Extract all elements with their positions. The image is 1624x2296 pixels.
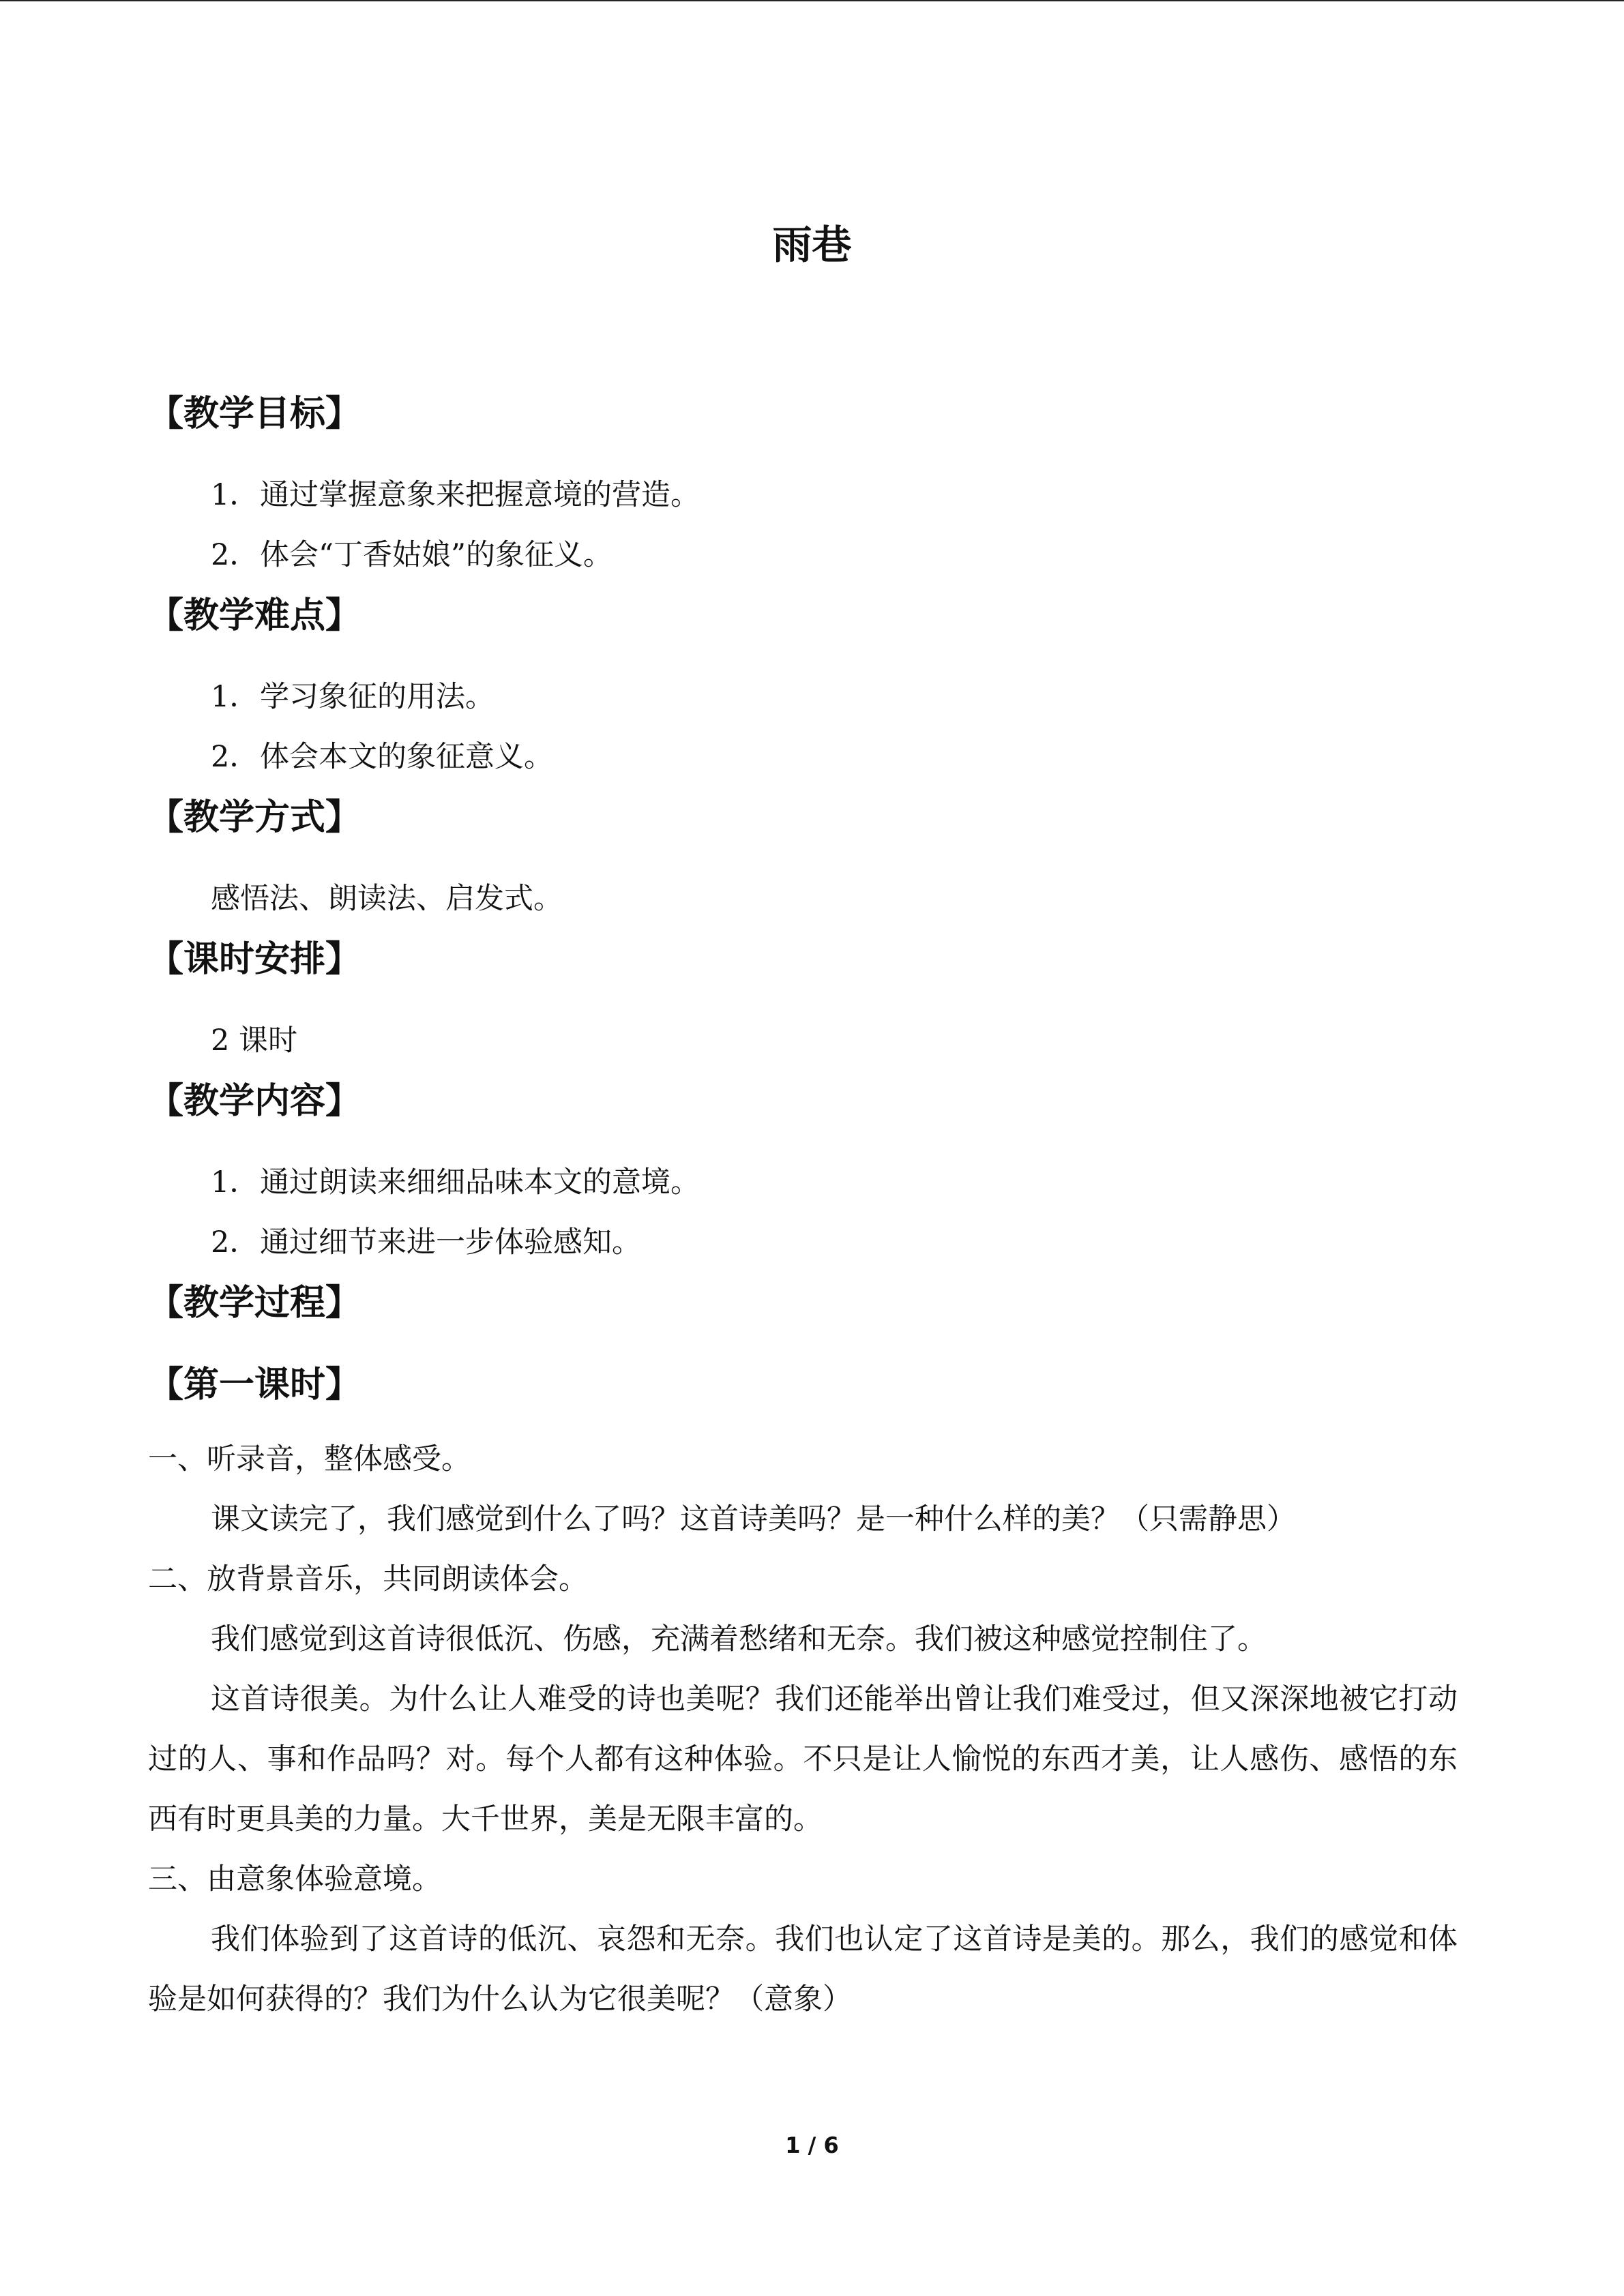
section-heading-process: 【教学过程】: [148, 1283, 361, 1324]
list-item: [148, 525, 1458, 585]
schedule-text: 2 课时: [211, 1024, 298, 1058]
page-number: 1 / 6: [785, 2132, 839, 2158]
section-heading-lesson1: 【第一课时】: [148, 1365, 361, 1405]
list-item-text: 学习象征的用法。: [260, 680, 494, 714]
section-heading-methods: 【教学方式】: [148, 797, 361, 838]
list-item: [148, 667, 1458, 727]
paragraph: 我们体验到了这首诗的低沉、哀怨和无奈。我们也认定了这首诗是美的。那么，我们的感觉和体验是如何获得的？我们为什么认为它很美呢？（意象）: [148, 1922, 1458, 2016]
list-item-text: 通过细节来进一步体验感知。: [260, 1225, 641, 1259]
methods-text: 感悟法、朗读法、启发式。: [211, 882, 563, 916]
step-heading-2: 二、放背景音乐，共同朗读体会。: [148, 1562, 588, 1596]
list-item-text: 体会本文的象征意义。: [260, 740, 553, 774]
paragraph: 课文读完了，我们感觉到什么了吗？这首诗美吗？是一种什么样的美？（只需静思）: [211, 1502, 1296, 1536]
section-heading-schedule: 【课时安排】: [148, 939, 361, 980]
list-item: [148, 727, 1458, 787]
step-heading-1: 一、听录音，整体感受。: [148, 1442, 471, 1476]
paragraph: 我们感觉到这首诗很低沉、伤感，充满着愁绪和无奈。我们被这种感觉控制住了。: [211, 1622, 1267, 1656]
list-item: [148, 1152, 1458, 1212]
list-item-text: 通过朗读来细细品味本文的意境。: [260, 1165, 700, 1199]
list-item-number: 2．: [211, 1225, 259, 1259]
step-heading-3: 三、由意象体验意境。: [148, 1862, 441, 1896]
list-item-number: 1．: [211, 478, 259, 512]
list-item-number: 2．: [211, 538, 259, 572]
list-item-text: 通过掌握意象来把握意境的营造。: [260, 478, 700, 512]
page-title: 雨巷: [772, 222, 852, 268]
section-heading-content: 【教学内容】: [148, 1081, 361, 1122]
section-heading-objectives: 【教学目标】: [148, 393, 361, 434]
list-item-number: 2．: [211, 740, 259, 774]
paragraph: 这首诗很美。为什么让人难受的诗也美呢？我们还能举出曾让我们难受过，但又深深地被它打动过的人、事和作品吗？对。每个人都有这种体验。不只是让人愉悦的东西才美，让人感伤、感悟的东西有时更具美的力量。大千世界，美是无限丰富的。: [148, 1682, 1458, 1836]
document-body: [148, 383, 1458, 2029]
list-item: [148, 465, 1458, 525]
section-heading-difficulties: 【教学难点】: [148, 595, 361, 636]
list-item-number: 1．: [211, 680, 259, 714]
list-item: [148, 1212, 1458, 1272]
list-item-number: 1．: [211, 1165, 259, 1199]
list-item-text: 体会“丁香姑娘”的象征义。: [260, 538, 612, 572]
